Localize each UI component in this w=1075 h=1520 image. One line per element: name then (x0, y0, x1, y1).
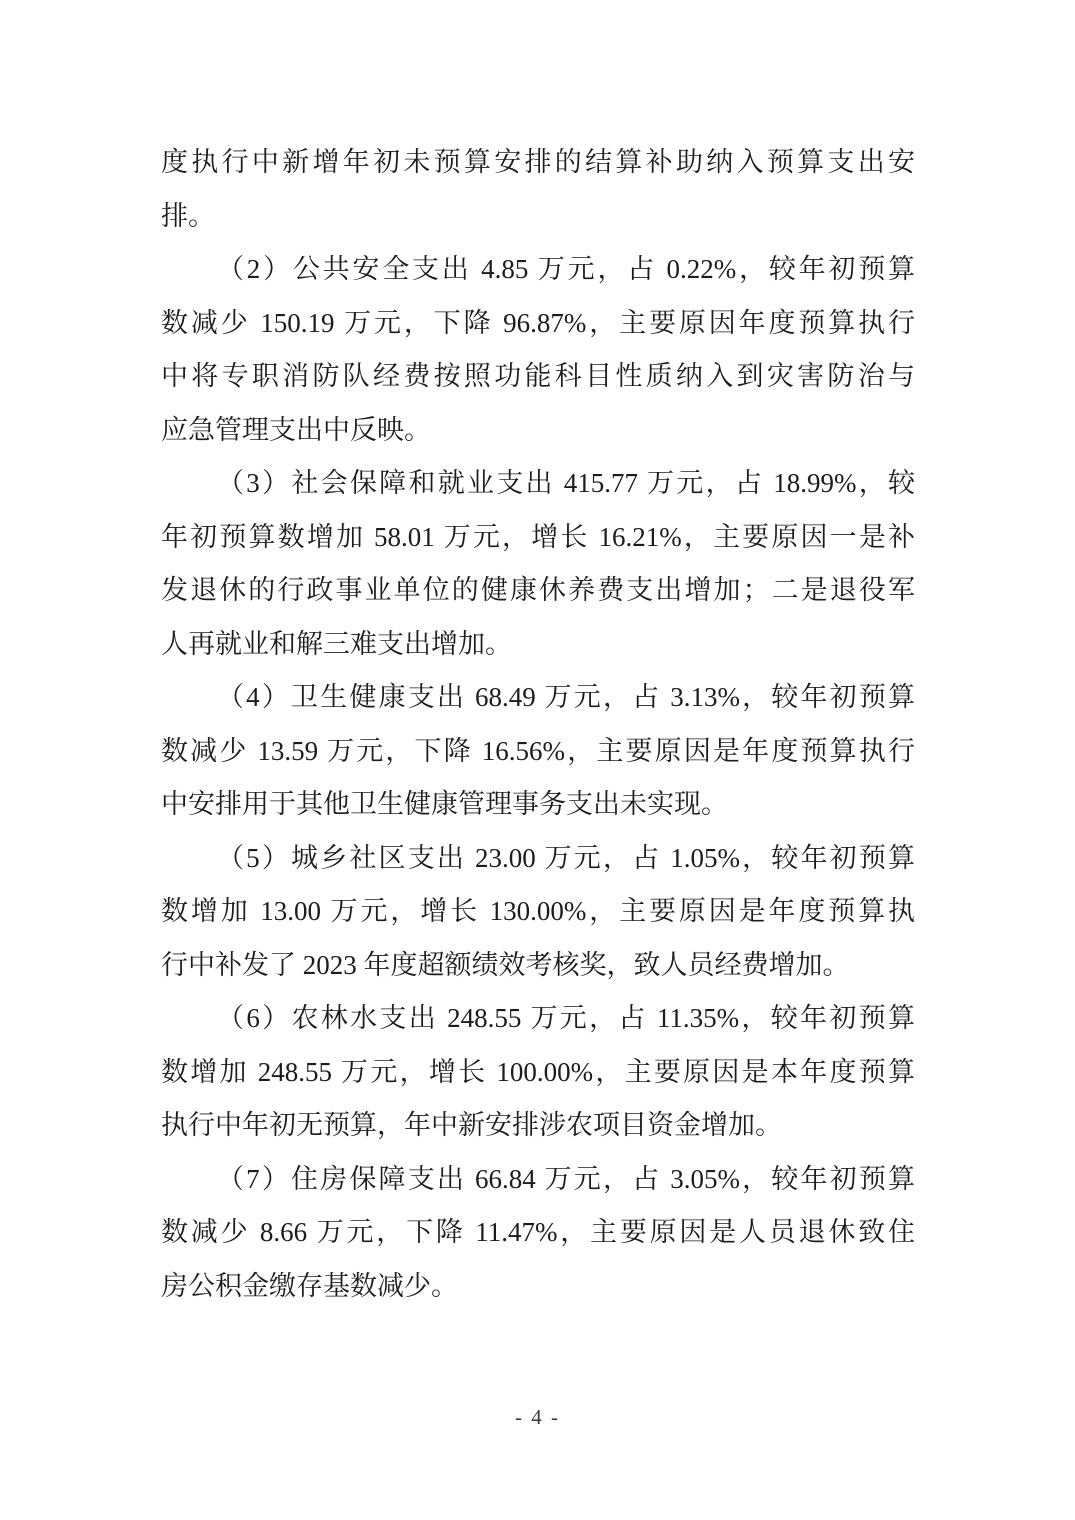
text-line: 数增加 13.00 万元，增长 130.00%，主要原因是年度预算执 (161, 896, 915, 926)
text-line: 房公积金缴存基数减少。 (161, 1270, 458, 1301)
text-line: （6）农林水支出 248.55 万元，占 11.35%，较年初预算 (217, 1003, 915, 1033)
text-line: 数减少 13.59 万元，下降 16.56%，主要原因是年度预算执行 (161, 735, 915, 766)
text-line: 度执行中新增年初未预算安排的结算补助纳入预算支出安 (161, 147, 915, 177)
page-number: - 4 - (515, 1405, 560, 1429)
paragraph (161, 457, 915, 671)
paragraph (161, 992, 915, 1153)
paragraph (161, 243, 915, 457)
text-line: 发退休的行政事业单位的健康休养费支出增加；二是退役军 (161, 575, 915, 605)
text-line: （3）社会保障和就业支出 415.77 万元，占 18.99%，较 (217, 468, 915, 498)
text-line: （5）城乡社区支出 23.00 万元，占 1.05%，较年初预算 (217, 842, 915, 873)
text-line: 年初预算数增加 58.01 万元，增长 16.21%，主要原因一是补 (161, 521, 915, 552)
text-line: 数减少 150.19 万元，下降 96.87%，主要原因年度预算执行 (161, 307, 915, 338)
text-line: （2）公共安全支出 4.85 万元，占 0.22%，较年初预算 (217, 254, 915, 284)
paragraph (161, 136, 915, 243)
text-line: （4）卫生健康支出 68.49 万元，占 3.13%，较年初预算 (217, 682, 915, 712)
text-line: 中将专职消防队经费按照功能科目性质纳入到灾害防治与 (161, 361, 915, 391)
text-line: 应急管理支出中反映。 (161, 414, 431, 445)
page-footer (0, 1402, 1075, 1432)
text-line: 数增加 248.55 万元，增长 100.00%，主要原因是本年度预算 (161, 1056, 915, 1087)
text-line: 行中补发了 2023 年度超额绩效考核奖，致人员经费增加。 (161, 949, 850, 980)
document-body (161, 136, 915, 1313)
text-line: （7）住房保障支出 66.84 万元，占 3.05%，较年初预算 (217, 1163, 915, 1194)
paragraph (161, 1153, 915, 1314)
text-line: 中安排用于其他卫生健康管理事务支出未实现。 (161, 789, 728, 819)
text-line: 数减少 8.66 万元，下降 11.47%，主要原因是人员退休致住 (161, 1217, 915, 1247)
text-line: 人再就业和解三难支出增加。 (161, 628, 512, 659)
text-line: 执行中年初无预算，年中新安排涉农项目资金增加。 (161, 1110, 782, 1140)
text-line: 排。 (161, 200, 215, 231)
paragraph (161, 832, 915, 993)
paragraph (161, 671, 915, 832)
